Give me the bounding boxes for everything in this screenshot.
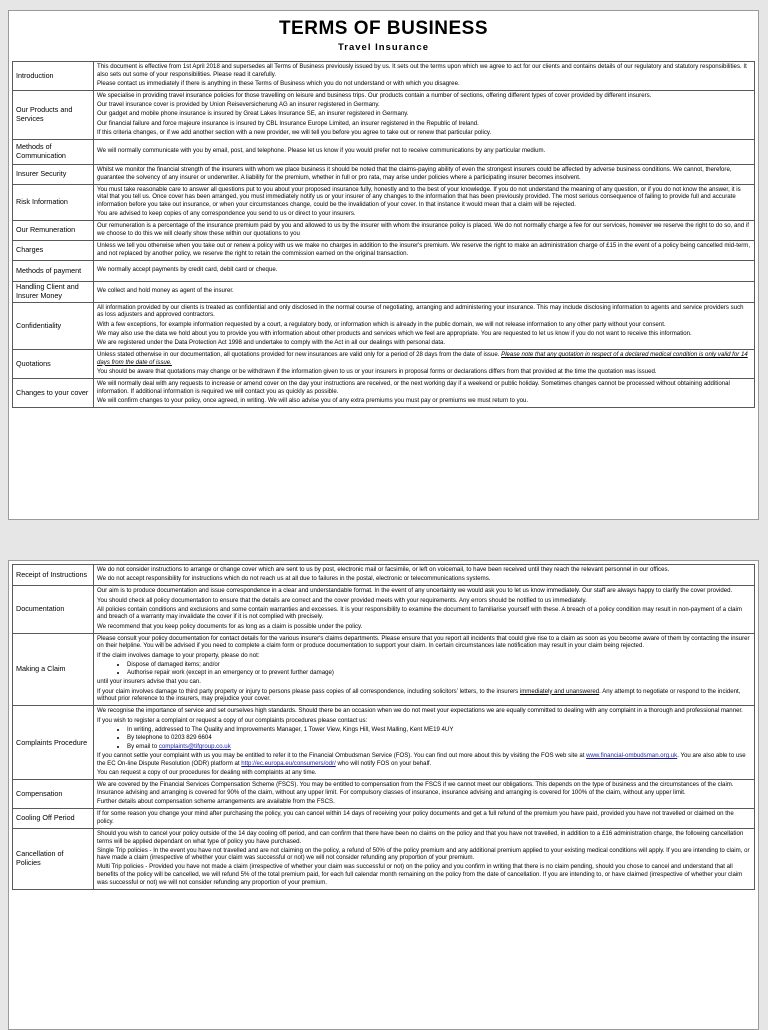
section-body xyxy=(94,281,755,302)
section-label: Methods of Communication xyxy=(13,139,94,164)
paragraph: Single Trip policies - In the event you have not travelled and are not claiming on the policy, a refund of 50% of the policy premium and any additional premium applied to your existing medical conditions will apply. If you are intending to claim, or have made a claim (irrespective of whether your claim was successful or not) we will not consider refunding any proportion of your premium. xyxy=(97,846,750,862)
section-body xyxy=(94,633,755,706)
section-label: Methods of payment xyxy=(13,260,94,281)
section-row-payment xyxy=(13,260,755,281)
paragraph: Unless we tell you otherwise when you take out or renew a policy with us we make no charges in addition to the insurer's premium. We reserve the right to make an administration charge of £15 in the event of a policy being cancelled mid-term, and not replaced by another policy, we reserve the right to retain the commission earned on the original transaction. xyxy=(97,242,751,257)
paragraph: All information provided by our clients is treated as confidential and only disclosed in the normal course of negotiating, arranging and administering your insurance. This may include disclosing information to agents and service providers such as loss adjusters and approved contractors. xyxy=(97,303,744,319)
list-item xyxy=(127,743,751,751)
paragraph: We recognise the importance of service and set ourselves high standards. Should there be an occasion when we do not meet your expectations we are equally committed to dealing with any complaint in a thorough and professional manner. xyxy=(97,707,743,715)
section-row-complaints xyxy=(13,706,755,780)
section-label: Cooling Off Period xyxy=(13,809,94,829)
paragraph: If you wish to register a complaint or request a copy of our complaints procedures please contact us: xyxy=(97,716,368,724)
paragraph: Whilst we monitor the financial strength of the insurers with whom we place business it should be noted that the claims-paying ability of even the strongest insurers could be affected by adverse business conditions. We cannot, therefore, guarantee the solvency of any insurer or underwriter. A liability for the premium, whether in full or pro rata, may arise under policies where a participating insurer becomes insolvent. xyxy=(97,165,732,181)
section-body xyxy=(94,379,755,408)
text-span: By email to xyxy=(127,743,159,750)
section-body xyxy=(94,164,755,184)
paragraph: Multi Trip policies - Provided you have not made a claim (irrespective of whether your claim was successful or not) on the policy and you confirm in writing that there is no claim pending, should you chose to cancel and understand that all benefits of the policy will be cancelled, we will refund 5% of the total premium paid, for each full calendar month remaining on the policy from the date of cancellation. If you are intending to, or have claimed (irrespective of whether your claim was successful or not) we will not consider refunding any proportion of your premium. xyxy=(97,863,743,886)
section-label: Risk Information xyxy=(13,184,94,221)
text-span: . You are also able to use the EC On-line Dispute Resolution (ODR) platform at xyxy=(97,752,746,767)
paragraph: All policies contain conditions and exclusions and some contain warranties and excesses. It is your responsibility to examine the document to familiarise yourself with these. A breach of a policy condition may result in non-payment of a claim and breach of a warranty may invalidate the cover if it is not complied with precisely. xyxy=(97,605,742,621)
paragraph: You must take reasonable care to answer all questions put to you about your proposed insurance fully, honestly and to the best of your knowledge. If you do not understand the meaning of any question, or if you do not know the answer, it is vital that you tell us. Once cover has been arranged, you must immediately notify us or your insurer of any changes to the information that has been previously provided. The most serious consequence of failing to provide full and accurate information before you take out insurance, or when your circumstances change, could be the invalidation of your cover. In that instance it would mean that a claim will be rejected. xyxy=(97,185,741,208)
paragraph: With a few exceptions, for example information requested by a court, a regulatory body, or information which is already in the public domain, we will not release information to any other party without your consent. xyxy=(97,320,666,328)
section-body xyxy=(94,809,755,829)
paragraph: Our remuneration is a percentage of the insurance premium paid by you and allowed to us by the insurer with whom the insurance policy is placed. We do not normally charge a fee for our services, however we reserve the right to do so, and if we choose to do this we will clearly show these within our quotations to you xyxy=(97,222,749,237)
paragraph: We are registered under the Data Protection Act 1998 and undertake to comply with the Act in all our dealings with personal data. xyxy=(97,338,446,346)
terms-table-page-2 xyxy=(12,564,755,890)
paragraph: We are covered by the Financial Services Compensation Scheme (FSCS). You may be entitled to compensation from the FSCS if we cannot meet our obligations. This depends on the type of business and the circumstances of the claim. Insurance advising and arranging is covered for 90% of the claim, without any upper limit. For compulsory classes of insurance, insurance advising and arranging is covered for 100% of the claim, without any upper limit. xyxy=(97,781,734,796)
section-label: Charges xyxy=(13,241,94,261)
section-body xyxy=(94,586,755,633)
paragraph: Our financial failure and force majeure insurance is insured by CBL Insurance Europe Limited, an insurer registered in the Republic of Ireland. xyxy=(97,119,479,127)
section-body xyxy=(94,90,755,139)
paragraph: until your insurers advise that you can. xyxy=(97,678,201,686)
section-label: Complaints Procedure xyxy=(13,706,94,780)
section-row-products xyxy=(13,90,755,139)
section-body xyxy=(94,260,755,281)
section-row-documentation xyxy=(13,586,755,633)
paragraph: Our aim is to produce documentation and issue correspondence in a clear and understandable format. In the event of any uncertainty we would ask you to let us know immediately. Our staff are always happy to clarify the cover provided. xyxy=(97,587,733,595)
list-item: • By telephone to 0203 829 6604 xyxy=(127,734,751,742)
section-body xyxy=(94,565,755,586)
list-item: • Authorise repair work (except in an emergency or to prevent further damage) xyxy=(127,669,751,677)
section-row-risk-information xyxy=(13,184,755,221)
section-row-quotations xyxy=(13,350,755,379)
document-title: TERMS OF BUSINESS xyxy=(278,18,489,39)
section-label: Making a Claim xyxy=(13,633,94,706)
bullet-list xyxy=(97,726,751,751)
section-row-client-money xyxy=(13,281,755,302)
section-row-charges xyxy=(13,241,755,261)
paragraph: Please contact us immediately if there is anything in these Terms of Business which you do not understand or with which you disagree. xyxy=(97,79,460,87)
section-body xyxy=(94,302,755,349)
paragraph xyxy=(97,688,751,703)
paragraph xyxy=(97,752,751,767)
section-row-changes xyxy=(13,379,755,408)
section-body xyxy=(94,241,755,261)
text-span: Unless stated otherwise in our documentation, all quotations provided for new insurances are valid only for a period of 28 days from the date of issue. xyxy=(97,351,500,359)
paragraph: We do not accept responsibility for instructions which do not reach us at all due to failures in the postal, electronic or telecommunications systems. xyxy=(97,575,491,583)
section-row-insurer-security xyxy=(13,164,755,184)
section-body xyxy=(94,706,755,780)
text-span: . Any attempt to negotiate or respond to the incident, without prior reference to the insurers, may prejudice your cover. xyxy=(97,687,741,703)
section-body xyxy=(94,828,755,889)
paragraph: We will normally communicate with you by email, post, and telephone. Please let us know if you would prefer not to receive communications by any particular medium. xyxy=(97,147,546,155)
section-label: Documentation xyxy=(13,586,94,633)
paragraph: We will confirm changes to your policy, once agreed, in writing. We will also advise you of any extra premiums you must pay or premiums we must return to you. xyxy=(97,396,529,404)
paragraph: You should check all policy documentation to ensure that the details are correct and the cover provided meets with your requirements. Any errors should be notified to us immediately. xyxy=(97,596,587,604)
paragraph: Should you wish to cancel your policy outside of the 14 day cooling off period, and can confirm that there have been no claims on the policy and that you have not travelled, in addition to a £16 administration charge, the following cancellation terms will be applied dependant on what type of policy you have purchased. xyxy=(97,829,744,845)
paragraph: Our gadget and mobile phone insurance is insured by Great Lakes Insurance SE, an insurer registered in Germany. xyxy=(97,110,409,118)
paragraph: We will normally deal with any requests to increase or amend cover on the day your instructions are received, or the next working day if a weekend or public holiday. Sometimes changes cannot be processed without obtaining additional information. If additional information is required we will contact you as quickly as possible. xyxy=(97,380,730,395)
paragraph: This document is effective from 1st April 2018 and supersedes all Terms of Business previously issued by us. It sets out the terms upon which we agree to act for our clients and contains details of our regulatory and statutory responsibilities. It also sets out some of your responsibilities. Please read it carefully. xyxy=(97,63,747,78)
emphasis-note: Please note that any quotation in respect of a declared medical condition is only valid for 14 days from the date of issue. xyxy=(97,351,748,366)
text-span: who will notify FOS on your behalf. xyxy=(335,759,432,767)
paragraph: If the claim involves damage to your property, please do not: xyxy=(97,651,260,659)
paragraph: You can request a copy of our procedures for dealing with complaints at any time. xyxy=(97,768,317,776)
paragraph: We do not consider instructions to arrange or change cover which are sent to us by post, electronic mail or facsimile, or left on voicemail, to have been received until they reach the relevant personnel in our offices. xyxy=(97,566,670,573)
section-label: Our Remuneration xyxy=(13,221,94,241)
section-row-confidentiality xyxy=(13,302,755,349)
odr-platform-link[interactable]: http://ec.europa.eu/consumers/odr/ xyxy=(241,759,336,767)
section-body xyxy=(94,350,755,379)
document-page-2 xyxy=(8,560,759,1030)
section-row-receipt xyxy=(13,565,755,586)
terms-table-page-1 xyxy=(12,61,755,408)
section-label: Our Products and Services xyxy=(13,90,94,139)
section-row-remuneration xyxy=(13,221,755,241)
paragraph: Our travel insurance cover is provided by Union Reiseversicherung AG an insurer registered in Germany. xyxy=(97,101,380,109)
section-body xyxy=(94,139,755,164)
section-label: Insurer Security xyxy=(13,164,94,184)
section-body xyxy=(94,780,755,809)
paragraph: You should be aware that quotations may change or be withdrawn if the information given to us or your insurers in proposal forms or declarations differs from that provided at the time the quotation was issued. xyxy=(97,367,657,375)
complaints-email-link[interactable]: complaints@tifgroup.co.uk xyxy=(158,743,231,750)
section-body xyxy=(94,62,755,91)
document-subtitle: Travel Insurance xyxy=(338,42,429,53)
paragraph: We specialise in providing travel insurance policies for those travelling on leisure and business trips. Our products contain a number of sections, offering different types of cover provided by different insurers. xyxy=(97,91,652,99)
section-label: Changes to your cover xyxy=(13,379,94,408)
section-label: Receipt of Instructions xyxy=(13,565,94,586)
paragraph: Further details about compensation scheme arrangements are available from the FSCS. xyxy=(97,797,335,805)
section-row-cancellation xyxy=(13,828,755,889)
section-body xyxy=(94,184,755,221)
section-label: Confidentiality xyxy=(13,302,94,349)
underlined-text: immediately and unanswered xyxy=(519,687,600,695)
section-label: Compensation xyxy=(13,780,94,809)
section-label: Introduction xyxy=(13,62,94,91)
fos-website-link[interactable]: www.financial-ombudsman.org.uk xyxy=(586,752,678,760)
paragraph: Please consult your policy documentation for contact details for the various insurer's claims departments. Please ensure that you report all incidents that could give rise to a claim as soon as you become aware of them by contacting the insurer on their helpline. You will be advised if you need to complete a claim form or produce documentation to support your claim. In certain circumstances late notification may result in your claim being rejected. xyxy=(97,634,750,650)
paragraph: If this criteria changes, or if we add another section with a new provider, we will tell you before you agree to take out or renew that particular policy. xyxy=(97,128,492,136)
paragraph: We collect and hold money as agent of the insurer. xyxy=(97,287,234,295)
section-label: Quotations xyxy=(13,350,94,379)
paragraph xyxy=(97,351,751,366)
list-item: • Dispose of damaged items; and/or xyxy=(127,661,751,669)
document-page-1 xyxy=(8,10,759,520)
paragraph: We normally accept payments by credit card, debit card or cheque. xyxy=(97,266,278,274)
section-row-compensation xyxy=(13,780,755,809)
list-item: • In writing, addressed to The Quality and Improvements Manager, 1 Tower View, Kings Hill, West Malling, Kent ME19 4UY xyxy=(127,726,751,734)
text-span: If you cannot settle your complaint with us you may be entitled to refer it to the Financial Ombudsman Service (FOS). You can find out more about this by visiting the FOS web site at xyxy=(97,752,587,760)
paragraph: We may also use the data we hold about you to provide you with information about other products and services which we feel are appropriate. You are requested to let us know if you do not want to receive this information. xyxy=(97,329,692,337)
section-body xyxy=(94,221,755,241)
section-row-communication xyxy=(13,139,755,164)
section-row-introduction xyxy=(13,62,755,91)
paragraph: We recommend that you keep policy documents for as long as a claim is possible under the policy. xyxy=(97,622,363,630)
bullet-list xyxy=(97,661,751,677)
section-label: Handling Client and Insurer Money xyxy=(13,281,94,302)
section-row-cooling-off xyxy=(13,809,755,829)
paragraph: If for some reason you change your mind after purchasing the policy, you can cancel within 14 days of receiving your policy documents and get a full refund of the premium you have paid, provided you have not travelled or claimed on the policy. xyxy=(97,810,734,825)
section-row-making-a-claim xyxy=(13,633,755,706)
text-span: If your claim involves damage to third party property or injury to persons please pass copies of all correspondence, including solicitors' letters, to the insurers xyxy=(97,687,519,695)
section-label: Cancellation of Policies xyxy=(13,828,94,889)
paragraph: You are advised to keep copies of any correspondence you send to us or direct to your insurers. xyxy=(97,210,356,218)
